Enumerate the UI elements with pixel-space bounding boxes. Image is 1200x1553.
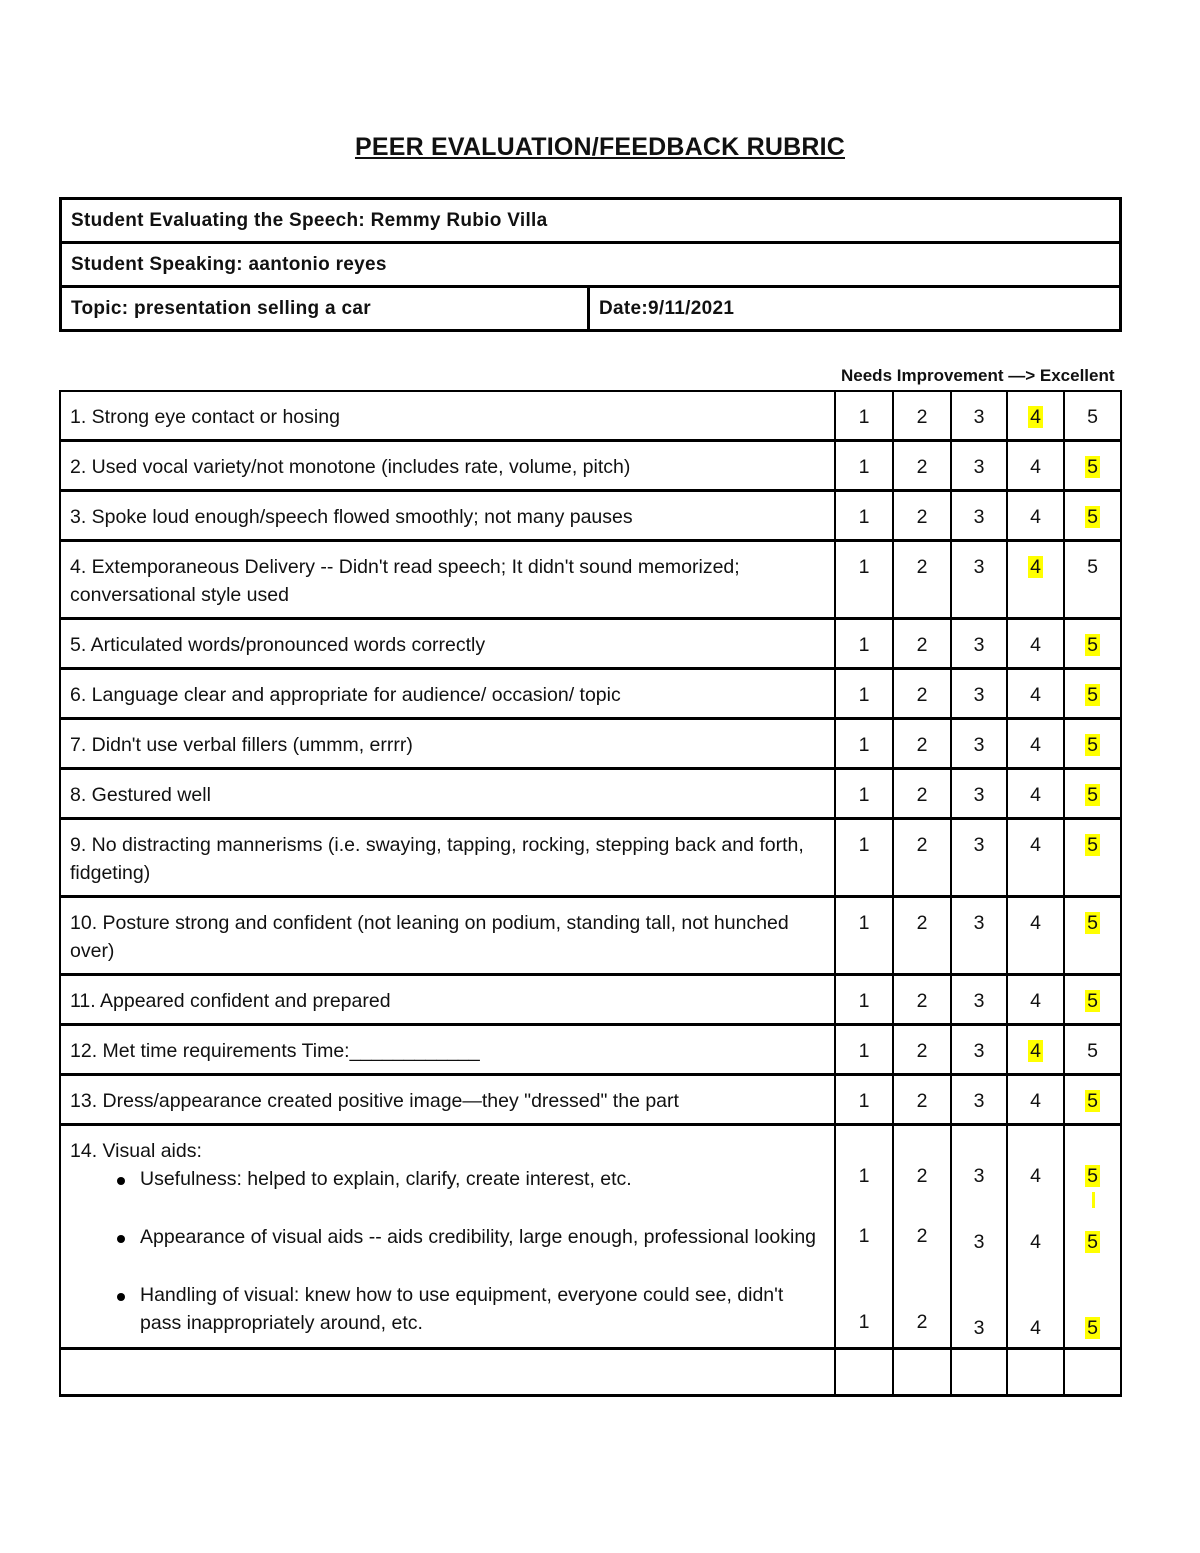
score-cell-1[interactable] bbox=[835, 669, 893, 719]
score-value: 3 bbox=[973, 456, 985, 478]
score-value: 1 bbox=[858, 684, 870, 706]
score-value: 3 bbox=[973, 506, 985, 528]
criterion-row bbox=[60, 719, 1121, 769]
rubric-body bbox=[60, 391, 1121, 1396]
score-cell-4[interactable] bbox=[1007, 897, 1064, 975]
criterion-text: 4. Extemporaneous Delivery -- Didn't read speech; It didn't sound memorized; conversational style used bbox=[60, 541, 835, 619]
criterion-row bbox=[60, 441, 1121, 491]
score-value: 3 bbox=[973, 1040, 985, 1062]
score-cell-4[interactable] bbox=[1007, 441, 1064, 491]
score-cell-1[interactable] bbox=[835, 391, 893, 441]
score-cell-5[interactable] bbox=[1064, 819, 1121, 897]
selected-score: 5 bbox=[1087, 912, 1098, 934]
score-value: 4 bbox=[1030, 1231, 1041, 1253]
student-info-table bbox=[59, 197, 1122, 332]
score-value: 1 bbox=[858, 834, 870, 856]
score-value: 4 bbox=[1030, 1090, 1041, 1112]
visual-aids-criteria bbox=[60, 1125, 835, 1349]
score-cell-5[interactable] bbox=[1064, 1075, 1121, 1125]
score-value: 5 bbox=[1087, 1040, 1098, 1062]
score-value: 1 bbox=[858, 784, 870, 806]
score-cell-2[interactable] bbox=[893, 491, 951, 541]
empty-cell[interactable] bbox=[1007, 1349, 1064, 1396]
date-field: Date:9/11/2021 bbox=[589, 287, 1121, 331]
selected-score: 4 bbox=[1030, 1040, 1041, 1062]
score-value: 2 bbox=[916, 506, 928, 528]
criterion-row bbox=[60, 541, 1121, 619]
score-value: 1 bbox=[858, 990, 870, 1012]
empty-cell[interactable] bbox=[1064, 1349, 1121, 1396]
score-cell-2[interactable] bbox=[893, 441, 951, 491]
visual-aid-scores-4[interactable] bbox=[1007, 1125, 1064, 1349]
score-cell-3[interactable] bbox=[951, 769, 1007, 819]
score-value: 2 bbox=[916, 1040, 928, 1062]
score-value: 2 bbox=[916, 734, 928, 756]
score-cell-5[interactable] bbox=[1064, 975, 1121, 1025]
score-cell-1[interactable] bbox=[835, 1075, 893, 1125]
score-value: 1 bbox=[858, 734, 870, 756]
score-cell-3[interactable] bbox=[951, 669, 1007, 719]
criterion-row bbox=[60, 1075, 1121, 1125]
score-value: 4 bbox=[1030, 456, 1041, 478]
visual-aids-heading: 14. Visual aids: bbox=[70, 1140, 202, 1162]
score-cell-3[interactable] bbox=[951, 897, 1007, 975]
score-value: 1 bbox=[858, 456, 870, 478]
criterion-text: 7. Didn't use verbal fillers (ummm, errrr) bbox=[60, 719, 835, 769]
score-value: 2 bbox=[916, 556, 928, 578]
visual-aid-scores-2[interactable] bbox=[893, 1125, 951, 1349]
score-cell-3[interactable] bbox=[951, 1075, 1007, 1125]
score-cell-4[interactable] bbox=[1007, 491, 1064, 541]
score-cell-2[interactable] bbox=[893, 719, 951, 769]
score-value: 3 bbox=[973, 734, 985, 756]
score-cell-1[interactable] bbox=[835, 719, 893, 769]
score-cell-5[interactable] bbox=[1064, 897, 1121, 975]
visual-aid-scores-3[interactable] bbox=[951, 1125, 1007, 1349]
highlight-mark bbox=[1092, 1192, 1095, 1208]
score-cell-5[interactable] bbox=[1064, 619, 1121, 669]
score-value: 1 bbox=[858, 1090, 870, 1112]
score-cell-3[interactable] bbox=[951, 541, 1007, 619]
score-cell-3[interactable] bbox=[951, 975, 1007, 1025]
evaluator-field: Student Evaluating the Speech: Remmy Rubio Villa bbox=[61, 199, 1121, 243]
score-value: 1 bbox=[858, 556, 870, 578]
score-cell-3[interactable] bbox=[951, 391, 1007, 441]
score-value: 2 bbox=[916, 1311, 928, 1333]
criterion-row bbox=[60, 819, 1121, 897]
score-cell-1[interactable] bbox=[835, 975, 893, 1025]
score-cell-1[interactable] bbox=[835, 441, 893, 491]
score-cell-4[interactable] bbox=[1007, 541, 1064, 619]
visual-aid-scores-5[interactable] bbox=[1064, 1125, 1121, 1349]
score-cell-2[interactable] bbox=[893, 619, 951, 669]
score-value: 3 bbox=[973, 990, 985, 1012]
score-value: 4 bbox=[1030, 684, 1041, 706]
score-value: 2 bbox=[916, 1225, 928, 1247]
score-cell-2[interactable] bbox=[893, 819, 951, 897]
score-value: 4 bbox=[1030, 634, 1041, 656]
visual-aids-row bbox=[60, 1125, 1121, 1349]
empty-row bbox=[60, 1349, 1121, 1396]
score-cell-4[interactable] bbox=[1007, 669, 1064, 719]
score-value: 3 bbox=[973, 834, 985, 856]
selected-score: 5 bbox=[1087, 506, 1098, 528]
criterion-row bbox=[60, 669, 1121, 719]
criterion-text: 12. Met time requirements Time:____________ bbox=[60, 1025, 835, 1075]
score-value: 2 bbox=[916, 990, 928, 1012]
score-cell-5[interactable] bbox=[1064, 769, 1121, 819]
score-value: 2 bbox=[916, 1090, 928, 1112]
score-value: 4 bbox=[1030, 834, 1041, 856]
selected-score: 5 bbox=[1087, 1165, 1098, 1187]
score-value: 1 bbox=[858, 506, 870, 528]
criterion-row bbox=[60, 897, 1121, 975]
score-value: 2 bbox=[916, 784, 928, 806]
score-cell-3[interactable] bbox=[951, 491, 1007, 541]
criterion-row bbox=[60, 619, 1121, 669]
selected-score: 5 bbox=[1087, 456, 1098, 478]
score-value: 2 bbox=[916, 406, 928, 428]
criterion-text: 1. Strong eye contact or hosing bbox=[60, 391, 835, 441]
score-value: 3 bbox=[973, 1231, 985, 1253]
score-cell-2[interactable] bbox=[893, 541, 951, 619]
score-value: 4 bbox=[1030, 506, 1041, 528]
selected-score: 5 bbox=[1087, 1090, 1098, 1112]
selected-score: 4 bbox=[1030, 406, 1041, 428]
score-cell-1[interactable] bbox=[835, 619, 893, 669]
selected-score: 4 bbox=[1030, 556, 1041, 578]
score-cell-2[interactable] bbox=[893, 769, 951, 819]
score-cell-4[interactable] bbox=[1007, 1025, 1064, 1075]
visual-aids-list bbox=[70, 1165, 824, 1337]
selected-score: 5 bbox=[1087, 1317, 1098, 1339]
score-value: 1 bbox=[858, 1225, 870, 1247]
score-value: 3 bbox=[973, 634, 985, 656]
score-value: 2 bbox=[916, 912, 928, 934]
score-cell-1[interactable] bbox=[835, 897, 893, 975]
criterion-text: 11. Appeared confident and prepared bbox=[60, 975, 835, 1025]
evaluator-row bbox=[61, 199, 1121, 243]
criterion-text: 8. Gestured well bbox=[60, 769, 835, 819]
score-value: 4 bbox=[1030, 990, 1041, 1012]
score-value: 5 bbox=[1087, 406, 1098, 428]
score-value: 3 bbox=[973, 1165, 985, 1187]
score-value: 3 bbox=[973, 784, 985, 806]
score-cell-5[interactable] bbox=[1064, 1025, 1121, 1075]
score-value: 2 bbox=[916, 834, 928, 856]
score-cell-2[interactable] bbox=[893, 1025, 951, 1075]
criterion-text: 6. Language clear and appropriate for audience/ occasion/ topic bbox=[60, 669, 835, 719]
visual-aid-item: Appearance of visual aids -- aids credibility, large enough, professional looking bbox=[70, 1223, 824, 1251]
criterion-row bbox=[60, 1025, 1121, 1075]
score-cell-4[interactable] bbox=[1007, 619, 1064, 669]
score-value: 2 bbox=[916, 684, 928, 706]
score-value: 1 bbox=[858, 1040, 870, 1062]
selected-score: 5 bbox=[1087, 834, 1098, 856]
rubric-table bbox=[59, 390, 1122, 1397]
selected-score: 5 bbox=[1087, 1231, 1098, 1253]
criterion-text: 10. Posture strong and confident (not leaning on podium, standing tall, not hunched over) bbox=[60, 897, 835, 975]
criterion-text: 5. Articulated words/pronounced words correctly bbox=[60, 619, 835, 669]
score-cell-3[interactable] bbox=[951, 1025, 1007, 1075]
selected-score: 5 bbox=[1087, 684, 1098, 706]
score-value: 1 bbox=[858, 1165, 870, 1187]
score-value: 2 bbox=[916, 634, 928, 656]
score-value: 4 bbox=[1030, 1165, 1041, 1187]
score-value: 1 bbox=[858, 634, 870, 656]
score-cell-5[interactable] bbox=[1064, 541, 1121, 619]
score-value: 3 bbox=[973, 406, 985, 428]
topic-field: Topic: presentation selling a car bbox=[61, 287, 589, 331]
criterion-row bbox=[60, 975, 1121, 1025]
score-cell-4[interactable] bbox=[1007, 769, 1064, 819]
score-cell-1[interactable] bbox=[835, 541, 893, 619]
criterion-row bbox=[60, 391, 1121, 441]
empty-cell[interactable] bbox=[835, 1349, 893, 1396]
selected-score: 5 bbox=[1087, 990, 1098, 1012]
score-cell-5[interactable] bbox=[1064, 669, 1121, 719]
score-cell-5[interactable] bbox=[1064, 491, 1121, 541]
score-cell-1[interactable] bbox=[835, 1025, 893, 1075]
score-value: 4 bbox=[1030, 1317, 1041, 1339]
score-value: 3 bbox=[973, 912, 985, 934]
score-cell-4[interactable] bbox=[1007, 819, 1064, 897]
score-value: 1 bbox=[858, 1311, 870, 1333]
speaker-field: Student Speaking: aantonio reyes bbox=[61, 243, 1121, 287]
page-title: PEER EVALUATION/FEEDBACK RUBRIC bbox=[354, 133, 845, 161]
score-cell-5[interactable] bbox=[1064, 391, 1121, 441]
selected-score: 5 bbox=[1087, 784, 1098, 806]
criterion-text: 3. Spoke loud enough/speech flowed smoothly; not many pauses bbox=[60, 491, 835, 541]
score-value: 3 bbox=[973, 1090, 985, 1112]
score-value: 2 bbox=[916, 1165, 928, 1187]
score-cell-4[interactable] bbox=[1007, 975, 1064, 1025]
score-value: 2 bbox=[916, 456, 928, 478]
score-cell-3[interactable] bbox=[951, 719, 1007, 769]
score-cell-4[interactable] bbox=[1007, 719, 1064, 769]
score-cell-3[interactable] bbox=[951, 619, 1007, 669]
score-value: 3 bbox=[973, 1317, 985, 1339]
score-value: 3 bbox=[973, 684, 985, 706]
criterion-text: 2. Used vocal variety/not monotone (includes rate, volume, pitch) bbox=[60, 441, 835, 491]
topic-date-row bbox=[61, 287, 1121, 331]
score-cell-3[interactable] bbox=[951, 819, 1007, 897]
criterion-row bbox=[60, 491, 1121, 541]
score-cell-2[interactable] bbox=[893, 975, 951, 1025]
scale-label: Needs Improvement —> Excellent bbox=[841, 366, 1115, 385]
score-value: 4 bbox=[1030, 734, 1041, 756]
score-cell-1[interactable] bbox=[835, 769, 893, 819]
visual-aid-scores-1[interactable] bbox=[835, 1125, 893, 1349]
score-cell-2[interactable] bbox=[893, 897, 951, 975]
score-cell-2[interactable] bbox=[893, 1075, 951, 1125]
score-value: 4 bbox=[1030, 912, 1041, 934]
criterion-text: 9. No distracting mannerisms (i.e. swaying, tapping, rocking, stepping back and forth, fidgeting) bbox=[60, 819, 835, 897]
visual-aid-item: Handling of visual: knew how to use equipment, everyone could see, didn't pass inappropriately around, etc. bbox=[70, 1281, 824, 1337]
score-cell-2[interactable] bbox=[893, 391, 951, 441]
selected-score: 5 bbox=[1087, 734, 1098, 756]
score-cell-5[interactable] bbox=[1064, 441, 1121, 491]
empty-cell[interactable] bbox=[893, 1349, 951, 1396]
score-value: 1 bbox=[858, 912, 870, 934]
selected-score: 5 bbox=[1087, 634, 1098, 656]
score-cell-3[interactable] bbox=[951, 441, 1007, 491]
score-value: 1 bbox=[858, 406, 870, 428]
score-cell-2[interactable] bbox=[893, 669, 951, 719]
criterion-row bbox=[60, 769, 1121, 819]
score-cell-1[interactable] bbox=[835, 819, 893, 897]
score-cell-5[interactable] bbox=[1064, 719, 1121, 769]
empty-cell bbox=[60, 1349, 835, 1396]
visual-aid-item: Usefulness: helped to explain, clarify, create interest, etc. bbox=[70, 1165, 824, 1193]
score-cell-1[interactable] bbox=[835, 491, 893, 541]
empty-cell[interactable] bbox=[951, 1349, 1007, 1396]
score-value: 3 bbox=[973, 556, 985, 578]
criterion-text: 13. Dress/appearance created positive image—they "dressed" the part bbox=[60, 1075, 835, 1125]
score-value: 4 bbox=[1030, 784, 1041, 806]
speaker-row bbox=[61, 243, 1121, 287]
score-cell-4[interactable] bbox=[1007, 391, 1064, 441]
score-cell-4[interactable] bbox=[1007, 1075, 1064, 1125]
score-value: 5 bbox=[1087, 556, 1098, 578]
